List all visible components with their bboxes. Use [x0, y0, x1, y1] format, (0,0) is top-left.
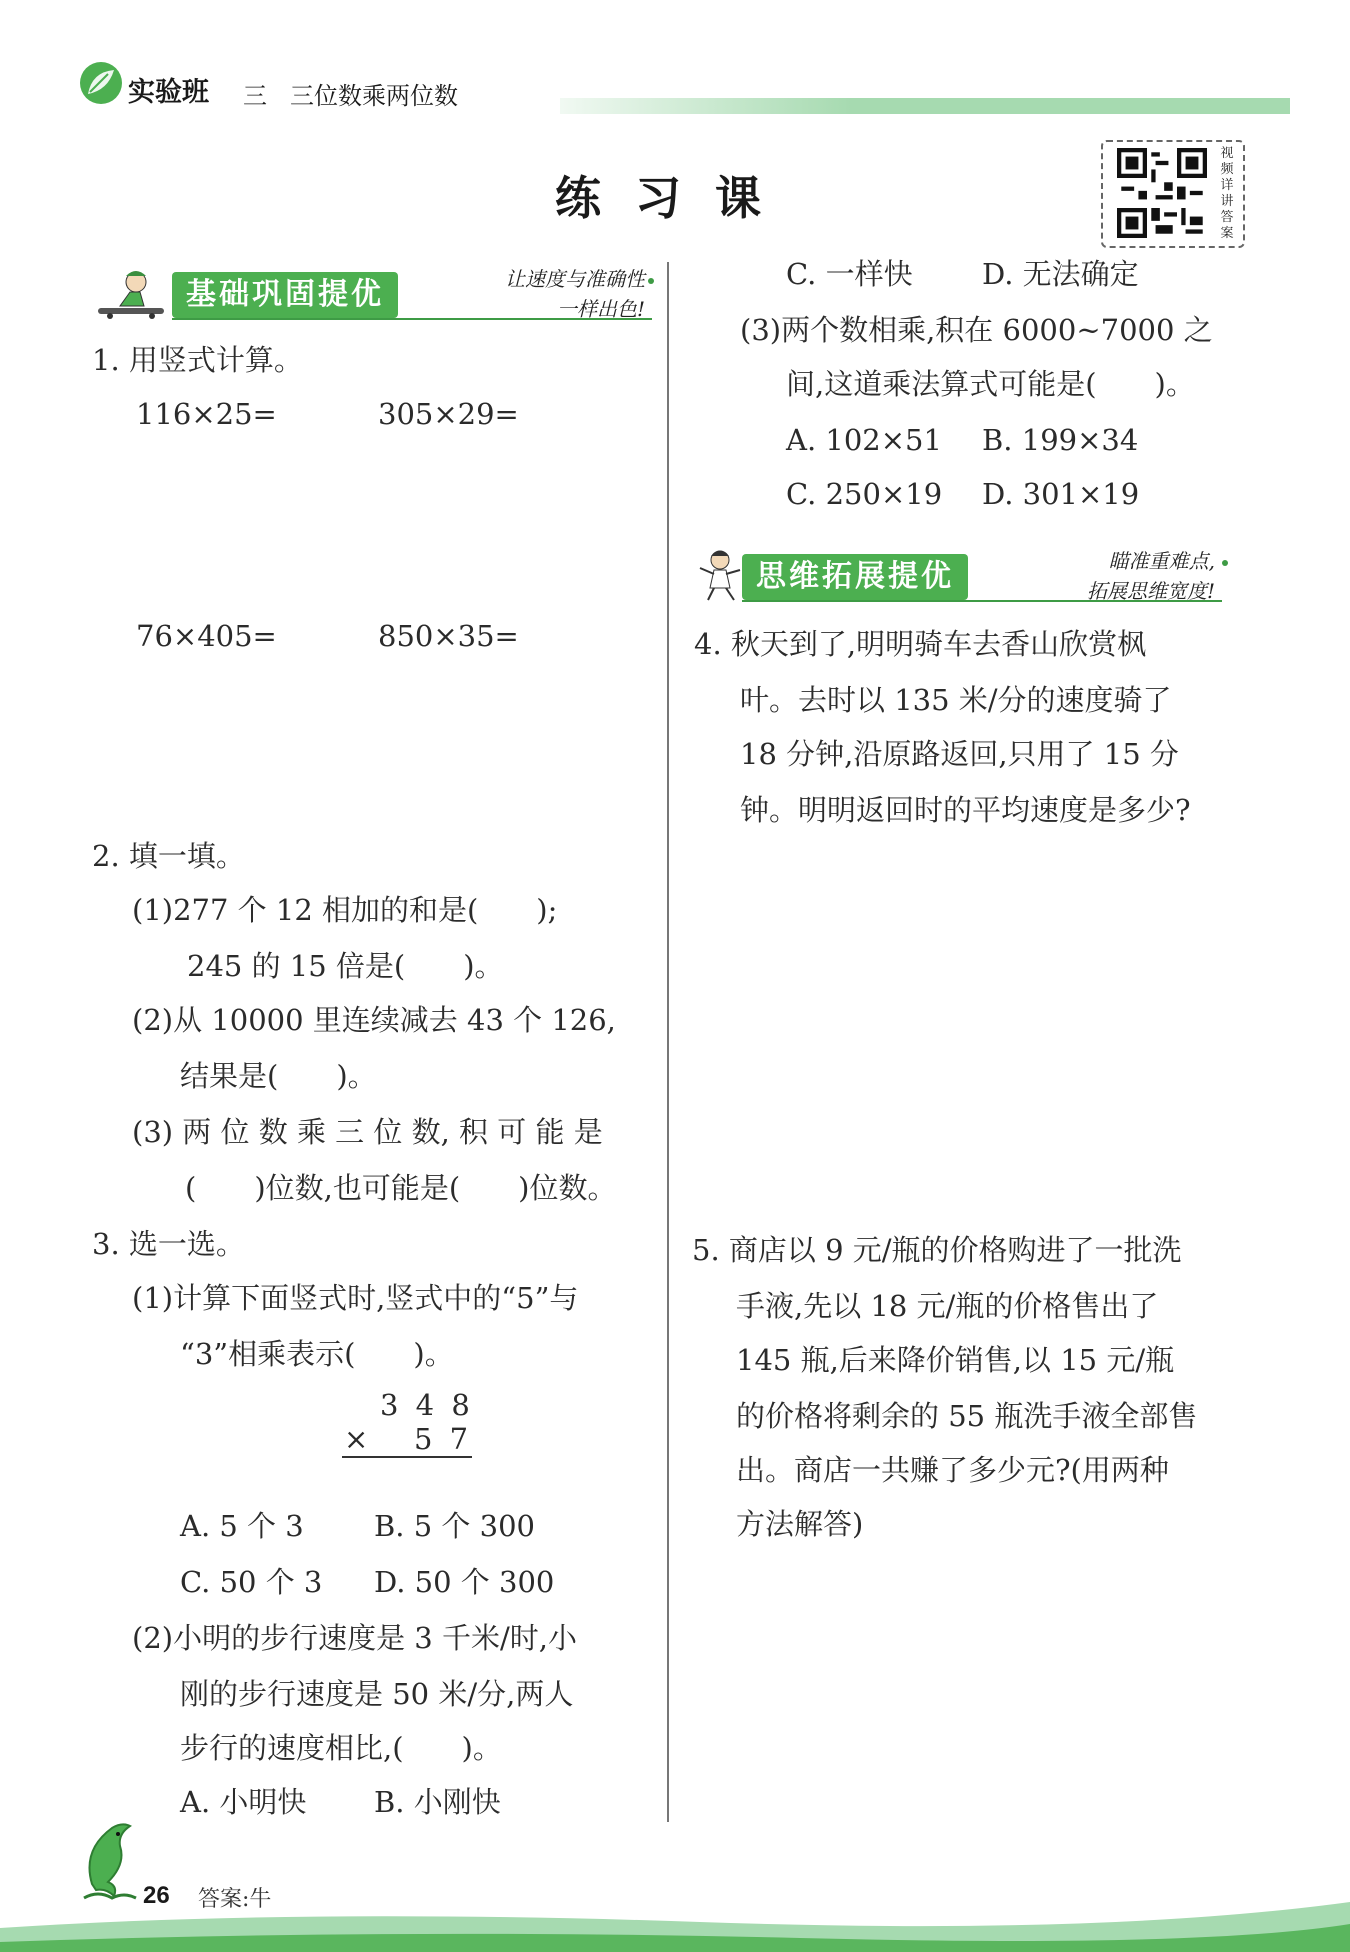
- q1-item-4: 850×35=: [378, 619, 519, 653]
- q5-line-6: 方法解答): [736, 1507, 864, 1541]
- q3-part1-option-b[interactable]: B. 5 个 300: [374, 1509, 535, 1543]
- q5-line-3: 145 瓶,后来降价销售,以 15 元/瓶: [736, 1343, 1175, 1377]
- q3-part3-option-d[interactable]: D. 301×19: [982, 477, 1140, 511]
- q2-part2-line2: 结果是( )。: [180, 1059, 377, 1093]
- q3-part1-option-a[interactable]: A. 5 个 3: [180, 1509, 304, 1543]
- section-title-extend: 思维拓展提优: [742, 554, 968, 600]
- q2-part2-line1: (2)从 10000 里连续减去 43 个 126,: [132, 1003, 616, 1037]
- q1-item-2: 305×29=: [378, 397, 519, 431]
- q3-part3-line2: 间,这道乘法算式可能是( )。: [786, 367, 1195, 401]
- q3-part2-line2: 刚的步行速度是 50 米/分,两人: [180, 1677, 574, 1711]
- vertical-operator: ×: [344, 1422, 369, 1456]
- skateboard-kid-icon: [92, 266, 172, 320]
- section-tip-extend: 瞄准重难点, 拓展思维宽度!: [1086, 549, 1215, 603]
- section-title-basic: 基础巩固提优: [172, 272, 398, 318]
- q3-part3-option-b[interactable]: B. 199×34: [982, 423, 1139, 457]
- q4-line-3: 18 分钟,沿原路返回,只用了 15 分: [740, 737, 1179, 771]
- q1-item-3: 76×405=: [136, 619, 277, 653]
- vertical-multiplicand: 3 4 8: [380, 1388, 474, 1422]
- q3-part3-option-c[interactable]: C. 250×19: [786, 477, 943, 511]
- unit-title: 三位数乘两位数: [290, 82, 458, 110]
- q2-part3-line1: (3) 两 位 数 乘 三 位 数, 积 可 能 是: [132, 1115, 603, 1149]
- q2-part3-line2: ( )位数,也可能是( )位数。: [185, 1171, 617, 1205]
- q5-line-4: 的价格将剩余的 55 瓶洗手液全部售: [736, 1399, 1198, 1433]
- dolphin-icon: [78, 1820, 140, 1902]
- header-band: [560, 98, 1290, 114]
- q3-part3-option-a[interactable]: A. 102×51: [786, 423, 942, 457]
- q3-part2-line3: 步行的速度相比,( )。: [180, 1731, 502, 1765]
- answer-hint: 答案:牛: [198, 1887, 272, 1912]
- q1-stem: 1. 用竖式计算。: [92, 343, 303, 377]
- q3-part3-line1: (3)两个数相乘,积在 6000~7000 之: [740, 313, 1213, 347]
- q1-item-1: 116×25=: [136, 397, 277, 431]
- q3-part2-option-a[interactable]: A. 小明快: [180, 1785, 307, 1819]
- vertical-rule: [342, 1456, 472, 1458]
- column-divider: [667, 262, 669, 1822]
- q3-part2-line1: (2)小明的步行速度是 3 千米/时,小: [132, 1621, 577, 1655]
- unit-number: 三: [243, 82, 267, 110]
- q3-part1-option-c[interactable]: C. 50 个 3: [180, 1565, 323, 1599]
- q3-part2-option-c[interactable]: C. 一样快: [786, 257, 913, 291]
- q3-part2-option-d[interactable]: D. 无法确定: [982, 257, 1139, 291]
- tip-pin-icon: [1222, 560, 1228, 566]
- qr-code-box[interactable]: [1101, 140, 1245, 248]
- leaf-logo-icon: [78, 60, 124, 106]
- section-tip-basic: 让速度与准确性 一样出色!: [505, 267, 645, 321]
- qr-code-icon: [1110, 148, 1214, 238]
- q4-line-4: 钟。明明返回时的平均速度是多少?: [740, 793, 1191, 827]
- page-number: 26: [143, 1882, 170, 1909]
- tip-pin-icon: [648, 278, 654, 284]
- q5-line-5: 出。商店一共赚了多少元?(用两种: [736, 1453, 1169, 1487]
- vertical-multiplier: 5 7: [414, 1422, 473, 1456]
- q4-line-2: 叶。去时以 135 米/分的速度骑了: [740, 683, 1172, 717]
- q3-part1-option-d[interactable]: D. 50 个 300: [374, 1565, 555, 1599]
- q5-line-1: 5. 商店以 9 元/瓶的价格购进了一批洗: [692, 1233, 1182, 1267]
- brand-name: 实验班: [128, 77, 209, 108]
- page-title: 练习课: [555, 171, 795, 225]
- q5-line-2: 手液,先以 18 元/瓶的价格售出了: [736, 1289, 1159, 1323]
- qr-label: 视 频 详 讲 答 案: [1220, 146, 1234, 241]
- q3-part2-option-b[interactable]: B. 小刚快: [374, 1785, 501, 1819]
- kung-fu-kid-icon: [694, 548, 748, 602]
- q2-part1-line1: (1)277 个 12 相加的和是( );: [132, 893, 558, 927]
- q3-stem: 3. 选一选。: [92, 1227, 245, 1261]
- q4-line-1: 4. 秋天到了,明明骑车去香山欣赏枫: [694, 627, 1147, 661]
- q3-part1-line1: (1)计算下面竖式时,竖式中的“5”与: [132, 1281, 579, 1315]
- q3-part1-line2: “3”相乘表示( )。: [180, 1337, 454, 1371]
- q2-stem: 2. 填一填。: [92, 839, 245, 873]
- q2-part1-line2: 245 的 15 倍是( )。: [187, 949, 504, 983]
